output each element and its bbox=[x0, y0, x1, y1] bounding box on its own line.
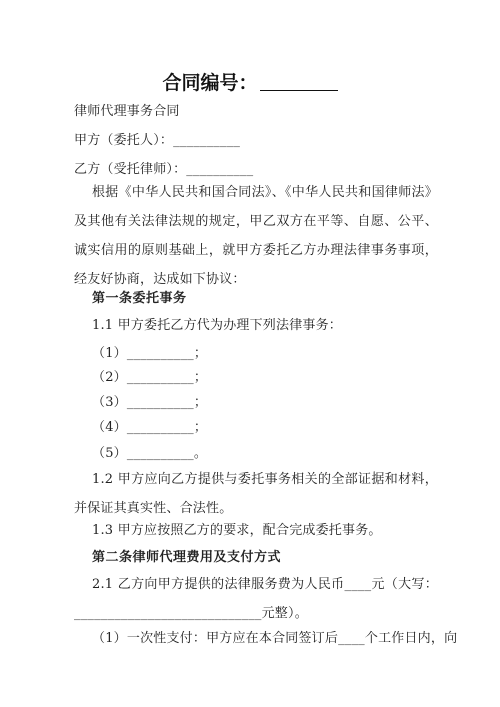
contract-number-label: 合同编号： bbox=[162, 72, 258, 94]
clause-2-1-1: （1）一次性支付：甲方应在本合同签订后____个工作日内，向 bbox=[92, 631, 458, 646]
article-1-heading: 第一条委托事务 bbox=[92, 291, 187, 306]
clause-1-2: 1.2 甲方应向乙方提供与委托事务相关的全部证据和材料，并保证其真实性、合法性。 bbox=[74, 472, 438, 516]
article-1-item: （1）__________； bbox=[92, 346, 208, 361]
contract-number-blank bbox=[260, 72, 338, 91]
contract-title bbox=[0, 70, 500, 96]
article-1-item: （2）__________； bbox=[92, 370, 208, 385]
article-1-item: （3）__________； bbox=[92, 395, 208, 410]
clause-2-1: 2.1 乙方向甲方提供的法律服务费为人民币____元（大写：____________________________元整）。 bbox=[74, 577, 438, 621]
party-a-line: 甲方（委托人）：__________ bbox=[74, 133, 241, 148]
clause-1-1: 1.1 甲方委托乙方代为办理下列法律事务： bbox=[92, 318, 343, 333]
article-1-item: （5）__________。 bbox=[92, 446, 208, 461]
party-b-line: 乙方（受托律师）：__________ bbox=[74, 162, 254, 177]
preamble-paragraph: 根据《中华人民共和国合同法》、《中华人民共和国律师法》及其他有关法律法规的规定，甲乙双方在平等、自愿、公平、诚实信用的原则基础上，就甲方委托乙方办理法律事务事项，经友好协商，达成如下协议： bbox=[74, 185, 438, 287]
article-2-heading: 第二条律师代理费用及支付方式 bbox=[92, 550, 282, 565]
document-subtitle: 律师代理事务合同 bbox=[74, 104, 180, 119]
clause-1-3: 1.3 甲方应按照乙方的要求，配合完成委托事务。 bbox=[92, 523, 382, 538]
article-1-item: （4）__________； bbox=[92, 420, 208, 435]
